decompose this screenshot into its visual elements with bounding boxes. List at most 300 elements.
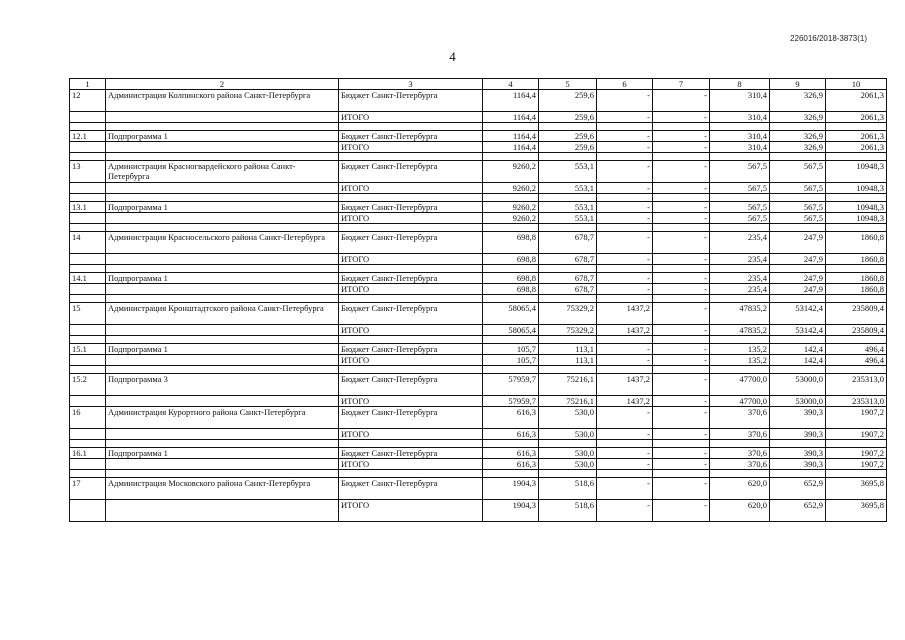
- spacer-cell: [653, 123, 710, 131]
- column-header-5: 5: [539, 79, 597, 90]
- cell-col-5: 553,1: [539, 183, 597, 194]
- spacer-cell: [539, 440, 597, 448]
- cell-col-9: 53000,0: [770, 374, 826, 396]
- spacer-row: [70, 224, 887, 232]
- cell-col-1: [70, 396, 106, 407]
- document-number: 226016/2018-3873(1): [790, 34, 867, 43]
- cell-col-10: 1860,8: [826, 232, 887, 254]
- cell-col-9: 390,3: [770, 407, 826, 429]
- column-header-9: 9: [770, 79, 826, 90]
- spacer-cell: [826, 295, 887, 303]
- spacer-cell: [597, 295, 653, 303]
- table-row: [70, 478, 887, 500]
- cell-col-7: -: [653, 254, 710, 265]
- spacer-row: [70, 470, 887, 478]
- cell-col-8: 370,6: [710, 429, 770, 440]
- spacer-cell: [106, 440, 339, 448]
- spacer-cell: [597, 440, 653, 448]
- cell-col-6: -: [597, 500, 653, 522]
- cell-col-9: 326,9: [770, 142, 826, 153]
- cell-col-1: 16: [70, 407, 106, 429]
- cell-col-4: 9260,2: [483, 202, 539, 213]
- table-row: [70, 112, 887, 123]
- spacer-cell: [339, 194, 483, 202]
- cell-col-4: 1164,4: [483, 112, 539, 123]
- table-row: [70, 448, 887, 459]
- cell-col-4: 698,8: [483, 254, 539, 265]
- cell-col-7: -: [653, 448, 710, 459]
- table-row: [70, 202, 887, 213]
- cell-col-5: 259,6: [539, 142, 597, 153]
- cell-col-1: [70, 112, 106, 123]
- cell-col-3: Бюджет Санкт-Петербурга: [339, 478, 483, 500]
- spacer-cell: [597, 153, 653, 161]
- cell-col-6: -: [597, 183, 653, 194]
- cell-col-1: [70, 429, 106, 440]
- spacer-cell: [483, 366, 539, 374]
- cell-col-5: 259,6: [539, 112, 597, 123]
- cell-col-4: 105,7: [483, 344, 539, 355]
- spacer-cell: [710, 336, 770, 344]
- cell-col-6: -: [597, 161, 653, 183]
- table-row: [70, 325, 887, 336]
- cell-col-7: -: [653, 90, 710, 112]
- spacer-cell: [106, 153, 339, 161]
- cell-col-3: ИТОГО: [339, 429, 483, 440]
- cell-col-8: 567,5: [710, 213, 770, 224]
- spacer-cell: [710, 153, 770, 161]
- cell-col-2: Подпрограмма 1: [106, 202, 339, 213]
- cell-col-8: 235,4: [710, 232, 770, 254]
- spacer-cell: [339, 295, 483, 303]
- spacer-cell: [826, 153, 887, 161]
- cell-col-10: 10948,3: [826, 161, 887, 183]
- table-row: [70, 232, 887, 254]
- cell-col-5: 75216,1: [539, 374, 597, 396]
- cell-col-4: 9260,2: [483, 183, 539, 194]
- cell-col-3: ИТОГО: [339, 213, 483, 224]
- spacer-cell: [70, 123, 106, 131]
- table-row: [70, 254, 887, 265]
- cell-col-9: 567,5: [770, 213, 826, 224]
- cell-col-7: -: [653, 396, 710, 407]
- spacer-cell: [339, 123, 483, 131]
- cell-col-7: -: [653, 202, 710, 213]
- cell-col-4: 1164,4: [483, 142, 539, 153]
- spacer-cell: [70, 440, 106, 448]
- cell-col-9: 53000,0: [770, 396, 826, 407]
- cell-col-5: 678,7: [539, 254, 597, 265]
- spacer-cell: [483, 470, 539, 478]
- cell-col-8: 620,0: [710, 478, 770, 500]
- spacer-cell: [770, 265, 826, 273]
- spacer-cell: [539, 153, 597, 161]
- cell-col-7: -: [653, 407, 710, 429]
- table-row: [70, 407, 887, 429]
- cell-col-4: 698,8: [483, 284, 539, 295]
- spacer-cell: [826, 366, 887, 374]
- cell-col-2: Администрация Колпинского района Санкт-Петербурга: [106, 90, 339, 112]
- cell-col-4: 58065,4: [483, 325, 539, 336]
- spacer-cell: [653, 224, 710, 232]
- cell-col-2: Подпрограмма 1: [106, 344, 339, 355]
- cell-col-4: 9260,2: [483, 161, 539, 183]
- cell-col-5: 75329,2: [539, 303, 597, 325]
- spacer-cell: [70, 295, 106, 303]
- spacer-cell: [539, 470, 597, 478]
- cell-col-5: 259,6: [539, 131, 597, 142]
- spacer-cell: [770, 153, 826, 161]
- spacer-cell: [597, 265, 653, 273]
- spacer-cell: [653, 295, 710, 303]
- cell-col-4: 105,7: [483, 355, 539, 366]
- cell-col-6: -: [597, 429, 653, 440]
- spacer-cell: [106, 194, 339, 202]
- cell-col-9: 326,9: [770, 131, 826, 142]
- spacer-cell: [710, 194, 770, 202]
- cell-col-2: [106, 112, 339, 123]
- cell-col-7: -: [653, 344, 710, 355]
- cell-col-10: 1860,8: [826, 254, 887, 265]
- spacer-cell: [770, 440, 826, 448]
- spacer-cell: [770, 295, 826, 303]
- cell-col-2: [106, 325, 339, 336]
- table-row: [70, 396, 887, 407]
- cell-col-1: [70, 142, 106, 153]
- cell-col-2: [106, 396, 339, 407]
- table-row: [70, 500, 887, 522]
- spacer-cell: [106, 224, 339, 232]
- spacer-cell: [770, 123, 826, 131]
- table-row: [70, 303, 887, 325]
- spacer-cell: [597, 194, 653, 202]
- cell-col-1: [70, 459, 106, 470]
- cell-col-7: -: [653, 374, 710, 396]
- cell-col-1: [70, 213, 106, 224]
- cell-col-7: -: [653, 284, 710, 295]
- cell-col-8: 567,5: [710, 202, 770, 213]
- cell-col-5: 518,6: [539, 478, 597, 500]
- cell-col-4: 698,8: [483, 273, 539, 284]
- cell-col-2: [106, 355, 339, 366]
- cell-col-3: Бюджет Санкт-Петербурга: [339, 374, 483, 396]
- cell-col-6: -: [597, 478, 653, 500]
- spacer-cell: [483, 440, 539, 448]
- cell-col-10: 1860,8: [826, 273, 887, 284]
- spacer-cell: [106, 470, 339, 478]
- cell-col-6: -: [597, 112, 653, 123]
- cell-col-5: 113,1: [539, 355, 597, 366]
- cell-col-2: Подпрограмма 1: [106, 448, 339, 459]
- cell-col-5: 678,7: [539, 273, 597, 284]
- spacer-cell: [653, 470, 710, 478]
- cell-col-5: 553,1: [539, 202, 597, 213]
- cell-col-4: 616,3: [483, 407, 539, 429]
- spacer-cell: [770, 224, 826, 232]
- cell-col-2: Подпрограмма 3: [106, 374, 339, 396]
- table-row: [70, 374, 887, 396]
- cell-col-8: 47700,0: [710, 396, 770, 407]
- cell-col-9: 390,3: [770, 429, 826, 440]
- cell-col-3: ИТОГО: [339, 183, 483, 194]
- spacer-row: [70, 295, 887, 303]
- cell-col-5: 553,1: [539, 213, 597, 224]
- cell-col-1: [70, 183, 106, 194]
- table-row: [70, 344, 887, 355]
- cell-col-10: 2061,3: [826, 131, 887, 142]
- spacer-cell: [653, 153, 710, 161]
- cell-col-2: [106, 254, 339, 265]
- spacer-cell: [70, 336, 106, 344]
- cell-col-1: 17: [70, 478, 106, 500]
- spacer-cell: [597, 224, 653, 232]
- cell-col-1: [70, 500, 106, 522]
- cell-col-9: 247,9: [770, 254, 826, 265]
- budget-table: [69, 78, 887, 522]
- spacer-cell: [710, 265, 770, 273]
- cell-col-4: 57959,7: [483, 396, 539, 407]
- cell-col-6: -: [597, 254, 653, 265]
- cell-col-6: -: [597, 284, 653, 295]
- cell-col-6: -: [597, 459, 653, 470]
- cell-col-5: 530,0: [539, 429, 597, 440]
- cell-col-5: 259,6: [539, 90, 597, 112]
- spacer-cell: [339, 153, 483, 161]
- cell-col-9: 567,5: [770, 202, 826, 213]
- cell-col-4: 1904,3: [483, 500, 539, 522]
- cell-col-2: [106, 142, 339, 153]
- cell-col-7: -: [653, 355, 710, 366]
- spacer-cell: [70, 366, 106, 374]
- cell-col-4: 57959,7: [483, 374, 539, 396]
- table-row: [70, 429, 887, 440]
- cell-col-1: 12: [70, 90, 106, 112]
- cell-col-2: Администрация Красносельского района Санкт-Петербурга: [106, 232, 339, 254]
- cell-col-3: Бюджет Санкт-Петербурга: [339, 232, 483, 254]
- table-row: [70, 273, 887, 284]
- cell-col-8: 567,5: [710, 161, 770, 183]
- cell-col-5: 530,0: [539, 459, 597, 470]
- cell-col-9: 247,9: [770, 284, 826, 295]
- cell-col-8: 310,4: [710, 90, 770, 112]
- cell-col-8: 567,5: [710, 183, 770, 194]
- spacer-cell: [70, 153, 106, 161]
- cell-col-9: 247,9: [770, 232, 826, 254]
- cell-col-1: 16.1: [70, 448, 106, 459]
- cell-col-4: 1164,4: [483, 131, 539, 142]
- cell-col-4: 616,3: [483, 448, 539, 459]
- cell-col-5: 518,6: [539, 500, 597, 522]
- spacer-cell: [597, 123, 653, 131]
- cell-col-3: Бюджет Санкт-Петербурга: [339, 202, 483, 213]
- cell-col-3: ИТОГО: [339, 325, 483, 336]
- cell-col-7: -: [653, 325, 710, 336]
- cell-col-2: [106, 500, 339, 522]
- cell-col-3: ИТОГО: [339, 142, 483, 153]
- cell-col-10: 235809,4: [826, 303, 887, 325]
- spacer-cell: [653, 265, 710, 273]
- cell-col-10: 1907,2: [826, 448, 887, 459]
- spacer-cell: [597, 470, 653, 478]
- cell-col-1: [70, 355, 106, 366]
- cell-col-6: -: [597, 344, 653, 355]
- cell-col-1: 15.1: [70, 344, 106, 355]
- spacer-cell: [826, 224, 887, 232]
- cell-col-8: 235,4: [710, 254, 770, 265]
- spacer-cell: [826, 194, 887, 202]
- cell-col-7: -: [653, 131, 710, 142]
- cell-col-9: 142,4: [770, 355, 826, 366]
- page-number: 4: [449, 49, 456, 64]
- cell-col-9: 53142,4: [770, 325, 826, 336]
- cell-col-2: Администрация Московского района Санкт-Петербурга: [106, 478, 339, 500]
- spacer-cell: [653, 194, 710, 202]
- cell-col-10: 3695,8: [826, 500, 887, 522]
- cell-col-10: 496,4: [826, 355, 887, 366]
- cell-col-2: [106, 284, 339, 295]
- spacer-cell: [106, 265, 339, 273]
- cell-col-9: 326,9: [770, 90, 826, 112]
- cell-col-2: Подпрограмма 1: [106, 273, 339, 284]
- cell-col-3: ИТОГО: [339, 355, 483, 366]
- cell-col-3: Бюджет Санкт-Петербурга: [339, 448, 483, 459]
- cell-col-3: Бюджет Санкт-Петербурга: [339, 303, 483, 325]
- spacer-cell: [770, 336, 826, 344]
- spacer-cell: [710, 366, 770, 374]
- table-body: [70, 79, 887, 522]
- spacer-cell: [826, 440, 887, 448]
- column-header-10: 10: [826, 79, 887, 90]
- cell-col-9: 652,9: [770, 500, 826, 522]
- cell-col-2: Администрация Красногвардейского района Санкт-Петербурга: [106, 161, 339, 183]
- spacer-cell: [539, 336, 597, 344]
- spacer-cell: [483, 224, 539, 232]
- cell-col-1: 14: [70, 232, 106, 254]
- column-header-8: 8: [710, 79, 770, 90]
- cell-col-3: Бюджет Санкт-Петербурга: [339, 344, 483, 355]
- cell-col-10: 10948,3: [826, 202, 887, 213]
- spacer-cell: [597, 336, 653, 344]
- spacer-cell: [826, 470, 887, 478]
- spacer-cell: [483, 123, 539, 131]
- cell-col-1: 12.1: [70, 131, 106, 142]
- cell-col-4: 9260,2: [483, 213, 539, 224]
- cell-col-3: ИТОГО: [339, 112, 483, 123]
- cell-col-9: 142,4: [770, 344, 826, 355]
- cell-col-5: 530,0: [539, 407, 597, 429]
- spacer-cell: [770, 470, 826, 478]
- cell-col-3: ИТОГО: [339, 284, 483, 295]
- cell-col-10: 235313,0: [826, 396, 887, 407]
- cell-col-2: [106, 459, 339, 470]
- spacer-cell: [539, 123, 597, 131]
- spacer-row: [70, 123, 887, 131]
- cell-col-7: -: [653, 232, 710, 254]
- cell-col-6: -: [597, 142, 653, 153]
- cell-col-8: 370,6: [710, 459, 770, 470]
- spacer-cell: [653, 440, 710, 448]
- cell-col-9: 326,9: [770, 112, 826, 123]
- cell-col-4: 616,3: [483, 459, 539, 470]
- cell-col-6: 1437,2: [597, 325, 653, 336]
- cell-col-10: 10948,3: [826, 183, 887, 194]
- cell-col-2: [106, 183, 339, 194]
- cell-col-7: -: [653, 459, 710, 470]
- cell-col-1: [70, 325, 106, 336]
- cell-col-7: -: [653, 183, 710, 194]
- spacer-cell: [339, 440, 483, 448]
- cell-col-8: 370,6: [710, 407, 770, 429]
- cell-col-6: 1437,2: [597, 374, 653, 396]
- table-row: [70, 213, 887, 224]
- cell-col-8: 135,2: [710, 355, 770, 366]
- cell-col-8: 135,2: [710, 344, 770, 355]
- spacer-row: [70, 366, 887, 374]
- cell-col-9: 247,9: [770, 273, 826, 284]
- cell-col-3: ИТОГО: [339, 254, 483, 265]
- spacer-cell: [539, 265, 597, 273]
- cell-col-3: Бюджет Санкт-Петербурга: [339, 161, 483, 183]
- cell-col-5: 553,1: [539, 161, 597, 183]
- spacer-cell: [483, 265, 539, 273]
- spacer-row: [70, 265, 887, 273]
- spacer-cell: [339, 224, 483, 232]
- table-row: [70, 161, 887, 183]
- cell-col-8: 47835,2: [710, 303, 770, 325]
- cell-col-1: 13.1: [70, 202, 106, 213]
- cell-col-6: -: [597, 407, 653, 429]
- cell-col-2: Администрация Курортного района Санкт-Петербурга: [106, 407, 339, 429]
- column-header-4: 4: [483, 79, 539, 90]
- spacer-cell: [70, 265, 106, 273]
- cell-col-6: 1437,2: [597, 396, 653, 407]
- cell-col-10: 235313,0: [826, 374, 887, 396]
- cell-col-4: 1904,3: [483, 478, 539, 500]
- cell-col-10: 1907,2: [826, 407, 887, 429]
- cell-col-5: 678,7: [539, 232, 597, 254]
- cell-col-1: 14.1: [70, 273, 106, 284]
- spacer-cell: [597, 366, 653, 374]
- cell-col-1: 15: [70, 303, 106, 325]
- spacer-cell: [770, 366, 826, 374]
- table-row: [70, 459, 887, 470]
- cell-col-10: 1860,8: [826, 284, 887, 295]
- cell-col-3: Бюджет Санкт-Петербурга: [339, 273, 483, 284]
- cell-col-10: 3695,8: [826, 478, 887, 500]
- spacer-cell: [539, 295, 597, 303]
- cell-col-3: ИТОГО: [339, 459, 483, 470]
- cell-col-8: 310,4: [710, 131, 770, 142]
- cell-col-8: 310,4: [710, 112, 770, 123]
- table-row: [70, 284, 887, 295]
- table-row: [70, 131, 887, 142]
- cell-col-6: -: [597, 131, 653, 142]
- cell-col-5: 113,1: [539, 344, 597, 355]
- header-row: [70, 79, 887, 90]
- cell-col-5: 530,0: [539, 448, 597, 459]
- spacer-cell: [483, 153, 539, 161]
- cell-col-5: 75329,2: [539, 325, 597, 336]
- spacer-cell: [826, 336, 887, 344]
- cell-col-10: 2061,3: [826, 90, 887, 112]
- cell-col-10: 10948,3: [826, 213, 887, 224]
- spacer-row: [70, 194, 887, 202]
- spacer-cell: [710, 295, 770, 303]
- cell-col-6: -: [597, 448, 653, 459]
- cell-col-7: -: [653, 273, 710, 284]
- spacer-cell: [710, 123, 770, 131]
- cell-col-10: 2061,3: [826, 142, 887, 153]
